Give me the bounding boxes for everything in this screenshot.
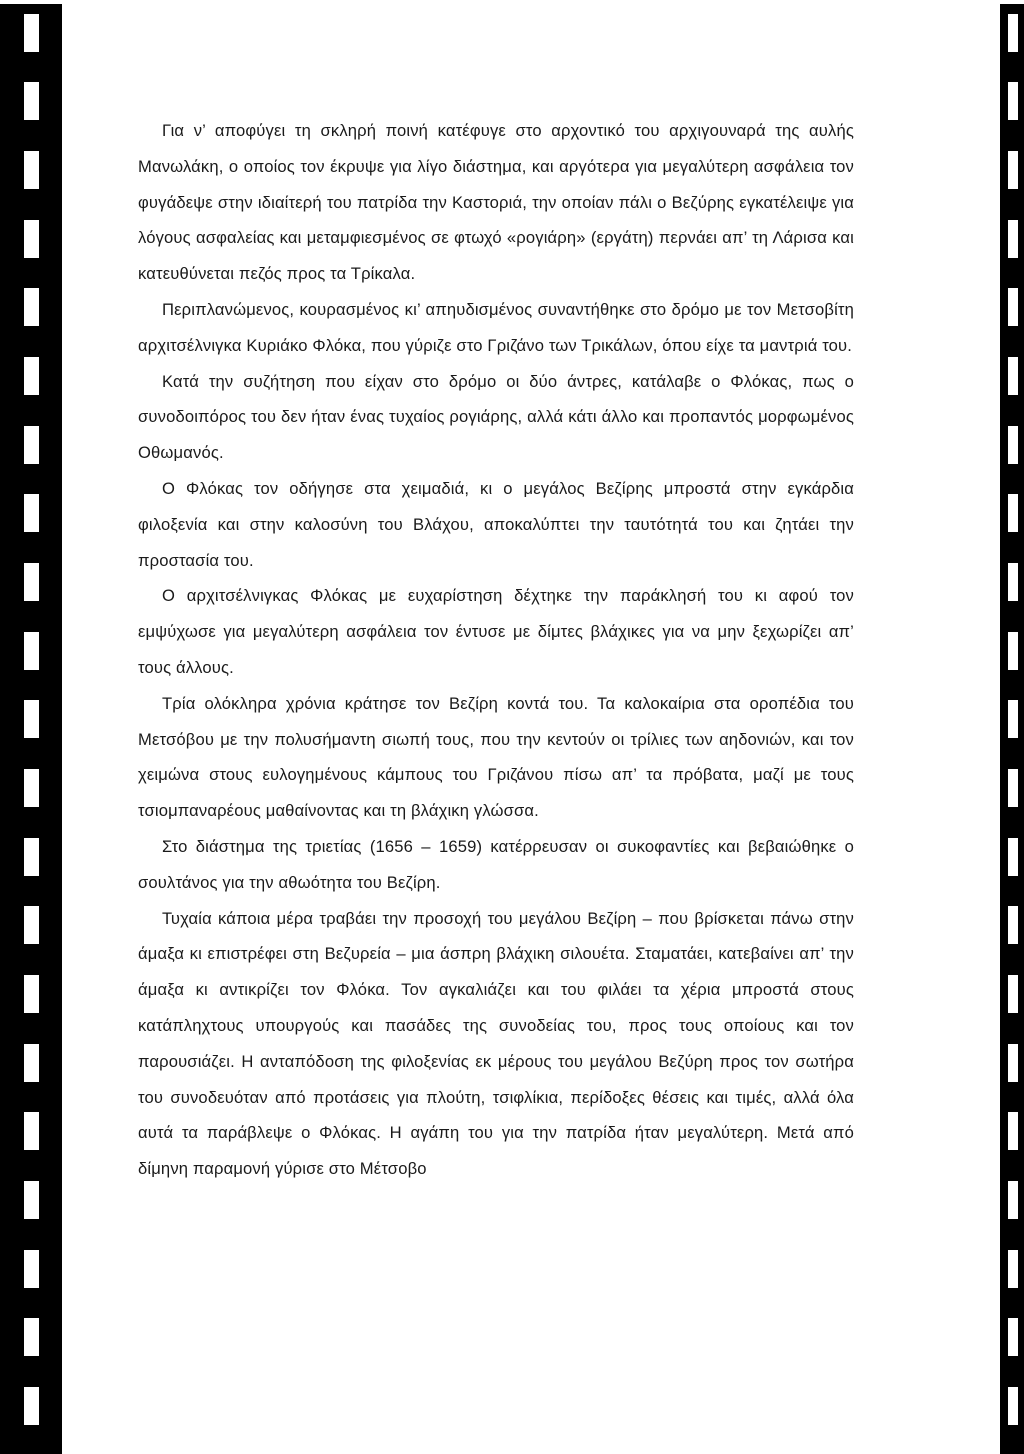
paragraph: Τρία ολόκληρα χρόνια κράτησε τον Βεζίρη κοντά του. Τα καλοκαίρια στα οροπέδια του Μετσόβου με την πολυσήμαντη σιωπή τους, που την κεντούν οι τρίλιες των αηδονιών, και τον χειμώνα στους ευλογημένους κάμπους του Γριζάνου πίσω απ’ τα πρόβατα, μαζί με τους τσιομπαναρέους μαθαίνοντας και τη βλάχικη γλώσσα. <box>138 693 854 821</box>
perforation-hole <box>24 357 39 395</box>
perforation-hole <box>24 838 39 876</box>
perforation-hole <box>1008 975 1018 1013</box>
perforation-hole <box>1008 838 1018 876</box>
perforation-hole <box>24 151 39 189</box>
perforation-hole <box>24 288 39 326</box>
perforation-hole <box>24 1387 39 1425</box>
perforation-hole <box>1008 82 1018 120</box>
perforation-hole <box>1008 1318 1018 1356</box>
perforation-hole <box>1008 1044 1018 1082</box>
paragraph: Ο αρχιτσέλνιγκας Φλόκας με ευχαρίστηση δέχτηκε την παράκλησή του κι αφού τον εμψύχωσε για μεγαλύτερη ασφάλεια τον έντυσε με δίμτες βλάχικες για να μην ξεχωρίζει απ’ τους άλλους. <box>138 586 854 677</box>
perforation-hole <box>24 426 39 464</box>
perforation-hole <box>24 906 39 944</box>
paragraph: Κατά την συζήτηση που είχαν στο δρόμο οι δύο άντρες, κατάλαβε ο Φλόκας, πως ο συνοδοιπόρος του δεν ήταν ένας τυχαίος ρογιάρης, αλλά κάτι άλλο και προπαντός μορφωμένος Οθωμανός. <box>138 371 854 463</box>
perforation-hole <box>1008 288 1018 326</box>
paragraph: Τυχαία κάποια μέρα τραβάει την προσοχή του μεγάλου Βεζίρη – που βρίσκεται πάνω στην άμαξα κι επιστρέφει στη Βεζυρεία – μια άσπρη βλάχικη σιλουέτα. Σταματάει, κατεβαίνει απ’ την άμαξα κι αντικρίζει τον Φλόκα. Τον αγκαλιάζει και του φιλάει τα χέρια μπροστά στους κατάπληχτους υπουργούς και πασάδες της συνοδείας του, προς τους οποίους και τον παρουσιάζει. Η ανταπόδοση της φιλοξενίας εκ μέρους του μεγάλου Βεζύρη προς τον σωτήρα του συνοδευόταν από προτάσεις για πλούτη, τσιφλίκια, περίδοξες θέσεις και τιμές, αλλά όλα αυτά τα παράβλεψε ο Φλόκας. Η αγάπη του για την πατρίδα ήταν μεγαλύτερη. Μετά από δίμηνη παραμονή γύρισε στο Μέτσοβο <box>138 908 854 1179</box>
perforation-hole <box>24 82 39 120</box>
perforation-hole <box>24 975 39 1013</box>
paragraph: Ο Φλόκας τον οδήγησε στα χειμαδιά, κι ο μεγάλος Βεζίρης μπροστά στην εγκάρδια φιλοξενία και στην καλοσύνη του Βλάχου, αποκαλύπτει την ταυτότητά του και ζητάει την προστασία του. <box>138 478 854 570</box>
perforation-hole <box>1008 220 1018 258</box>
perforation-hole <box>1008 700 1018 738</box>
perforation-hole <box>24 1318 39 1356</box>
paragraph: Περιπλανώμενος, κουρασμένος κι’ απηυδισμένος συναντήθηκε στο δρόμο με τον Μετσοβίτη αρχιτσέλνιγκα Κυριάκο Φλόκα, που γύριζε στο Γριζάνο των Τρικάλων, όπου είχε τα μαντριά του. <box>138 299 854 355</box>
perforation-hole <box>1008 906 1018 944</box>
perforation-hole <box>24 1044 39 1082</box>
perforation-hole <box>1008 769 1018 807</box>
perforation-hole <box>1008 563 1018 601</box>
document-body <box>138 113 854 1187</box>
perforation-hole <box>1008 357 1018 395</box>
perforation-hole <box>1008 1387 1018 1425</box>
perforation-hole <box>1008 14 1018 52</box>
perforation-hole <box>24 220 39 258</box>
perforation-hole <box>24 563 39 601</box>
perforation-hole <box>1008 1250 1018 1288</box>
perforation-hole <box>1008 1112 1018 1150</box>
paragraph: Για ν’ αποφύγει τη σκληρή ποινή κατέφυγε στο αρχοντικό του αρχιγουναρά της αυλής Μανωλάκη, ο οποίος τον έκρυψε για λίγο διάστημα, και αργότερα για μεγαλύτερη ασφάλεια τον φυγάδεψε στην ιδιαίτερή του πατρίδα την Καστοριά, την οποίαν πάλι ο Βεζύρης εγκατέλειψε για λόγους ασφαλείας και μεταμφιεσμένος σε φτωχό «ρογιάρη» (εργάτη) περνάει απ’ τη Λάρισα και κατευθύνεται πεζός προς τα Τρίκαλα. <box>138 121 854 284</box>
perforation-hole <box>24 769 39 807</box>
perforation-hole <box>1008 151 1018 189</box>
perforation-hole <box>24 1250 39 1288</box>
perforation-hole <box>1008 632 1018 670</box>
perforation-hole <box>24 700 39 738</box>
perforation-hole <box>1008 494 1018 532</box>
perforation-hole <box>24 14 39 52</box>
perforation-hole <box>24 632 39 670</box>
perforation-hole <box>24 1112 39 1150</box>
perforation-hole <box>24 1181 39 1219</box>
perforation-hole <box>1008 426 1018 464</box>
perforation-hole <box>1008 1181 1018 1219</box>
perforation-hole <box>24 494 39 532</box>
paragraph: Στο διάστημα της τριετίας (1656 – 1659) κατέρρευσαν οι συκοφαντίες και βεβαιώθηκε ο σουλτάνος για την αθωότητα του Βεζίρη. <box>138 836 854 892</box>
